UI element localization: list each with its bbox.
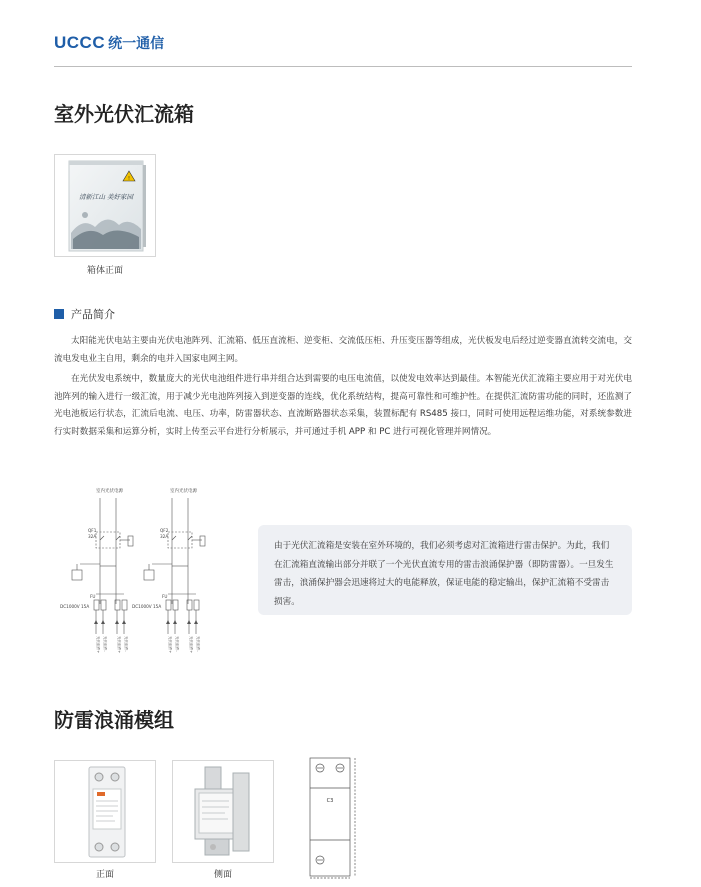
spd-dimension-drawing — [302, 756, 360, 880]
wiring-diagram — [60, 484, 220, 654]
combiner-box-caption: 箱体正面 — [86, 266, 123, 276]
breaker-left-label: QF1 — [88, 528, 97, 533]
breaker-right-label: QF2 — [160, 528, 169, 533]
diagram-label-left: 室内光伏电源 — [96, 489, 123, 494]
brand-logo — [54, 33, 164, 53]
fuse-mark-right: FU — [162, 594, 168, 599]
svg-text:!: ! — [127, 176, 131, 182]
section-title-combiner-box: 室外光伏汇流箱 — [54, 102, 194, 126]
spd-side-caption: 侧面 — [213, 870, 232, 880]
fuse-left-label: DC1000V 15A — [60, 604, 90, 609]
breaker-left-rating: 32A — [88, 534, 97, 539]
input-label-2: 光伏组件- — [103, 636, 107, 652]
input-label-7: 光伏组件+ — [189, 636, 193, 654]
fuse-mark-left: FU — [90, 594, 96, 599]
breaker-right-rating: 32A — [160, 534, 169, 539]
note-text: 由于光伏汇流箱是安装在室外环境的，我们必须考虑对汇流箱进行雷击保护。为此，我们在汇流箱直流输出部分并联了一个光伏直流专用的雷击浪涌保护器（即防雷器）。一旦发生雷击，浪涌保护器会迅速将过大的电能释放，保证电能的稳定输出，保护汇流箱不受雷击损害。 — [274, 541, 614, 607]
input-label-4: 光伏组件- — [124, 636, 128, 652]
spd-side-photo — [172, 760, 274, 863]
section-title-surge-module: 防雷浪涌模组 — [54, 708, 174, 732]
input-label-5: 光伏组件+ — [168, 636, 172, 654]
intro-paragraph-1: 太阳能光伏电站主要由光伏电池阵列、汇流箱、低压直流柜、逆变柜、交流低压柜、升压变压器等组成，光伏板发电后经过逆变器直流转交流电，交流电发电业主自用，剩余的电并入国家电网主网。 — [54, 336, 632, 364]
header-divider — [54, 66, 632, 67]
logo-mark: UCCC — [54, 33, 106, 52]
heading-marker-icon — [54, 309, 64, 319]
box-slogan: 清新江山 美好家园 — [78, 193, 134, 201]
dimension-mark: C3 — [326, 798, 334, 804]
spd-side-image — [173, 761, 273, 862]
product-intro-title: 产品简介 — [71, 308, 115, 321]
input-label-8: 光伏组件- — [196, 636, 200, 652]
logo-text: 统一通信 — [108, 36, 165, 52]
spd-front-photo — [54, 760, 156, 863]
input-label-1: 光伏组件+ — [96, 636, 100, 654]
input-label-3: 光伏组件+ — [117, 636, 121, 654]
diagram-label-right: 室内光伏电源 — [170, 489, 197, 494]
input-label-6: 光伏组件- — [175, 636, 179, 652]
intro-paragraph-2: 在光伏发电系统中，数量庞大的光伏电池组件进行串并组合达到需要的电压电流值，以使发电效率达到最佳。本智能光伏汇流箱主要应用于对光伏电池阵列的输入进行一级汇流，用于减少光电池阵列接入到逆变器的连线，优化系统结构，提高可靠性和可维护性。在提供汇流防雷功能的同时，还监测了光电池板运行状态，汇流后电流、电压、功率，防雷器状态、直流断路器状态采集，装置标配有 RS485 接口，同时可使用远程运维功能，对系统参数进行实时数据采集和运算分析，实时上传至云平台进行分析展示，并可通过手机 APP 和 PC 进行可视化管理并网情况。 — [54, 374, 632, 437]
lightning-protection-note — [258, 525, 632, 615]
combiner-box-photo — [54, 154, 156, 257]
combiner-box-image — [55, 155, 155, 256]
spd-front-image — [55, 761, 155, 862]
product-intro-heading — [54, 306, 115, 322]
spd-front-caption: 正面 — [95, 870, 114, 880]
fuse-right-label: DC1000V 15A — [132, 604, 162, 609]
